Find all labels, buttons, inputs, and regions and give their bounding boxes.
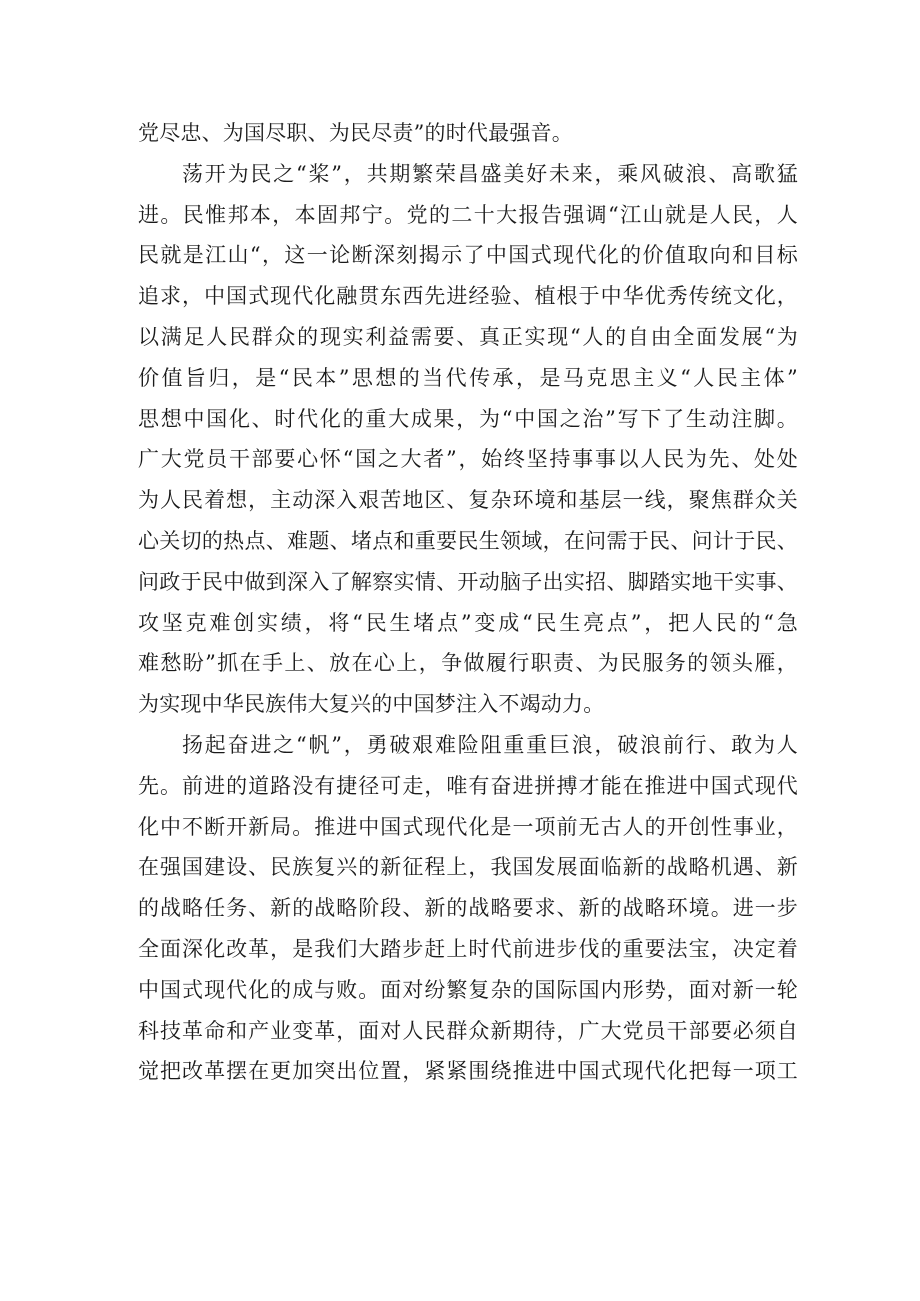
text-line: 为人民着想，主动深入艰苦地区、复杂环境和基层一线，聚焦群众关	[138, 488, 798, 513]
text-line: 觉把改革摆在更加突出位置，紧紧围绕推进中国式现代化把每一项工	[138, 1059, 798, 1084]
text-line: 思想中国化、时代化的重大成果，为“中国之治”写下了生动注脚。	[138, 406, 798, 431]
text-line: 以满足人民群众的现实利益需要、真正实现“人的自由全面发展“为	[138, 324, 798, 349]
text-line: 进。民惟邦本，本固邦宁。党的二十大报告强调“江山就是人民，人	[138, 202, 798, 227]
text-line: 价值旨归，是“民本”思想的当代传承，是马克思主义“人民主体”	[138, 365, 798, 390]
text-line: 广大党员干部要心怀“国之大者”，始终坚持事事以人民为先、处处	[138, 447, 798, 472]
text-line: 民就是江山“，这一论断深刻揭示了中国式现代化的价值取向和目标	[138, 243, 798, 268]
text-line: 难愁盼”抓在手上、放在心上，争做履行职责、为民服务的领头雁，	[138, 651, 798, 676]
text-line: 党尽忠、为国尽职、为民尽责”的时代最强音。	[138, 121, 573, 145]
paragraph-start-line: 荡开为民之“桨”，共期繁荣昌盛美好未来，乘风破浪、高歌猛	[182, 161, 798, 186]
text-line: 问政于民中做到深入了解察实情、开动脑子出实招、脚踏实地干实事、	[138, 569, 798, 594]
text-line: 全面深化改革，是我们大踏步赶上时代前进步伐的重要法宝，决定着	[138, 936, 798, 961]
text-line: 攻坚克难创实绩，将“民生堵点”变成“民生亮点”，把人民的“急	[138, 610, 798, 635]
text-line: 化中不断开新局。推进中国式现代化是一项前无古人的开创性事业，	[138, 814, 798, 839]
text-line: 心关切的热点、难题、堵点和重要民生领域，在问需于民、问计于民、	[138, 528, 798, 553]
text-line: 科技革命和产业变革，面对人民群众新期待，广大党员干部要必须自	[138, 1018, 798, 1043]
text-line: 为实现中华民族伟大复兴的中国梦注入不竭动力。	[138, 692, 605, 717]
text-line: 在强国建设、民族复兴的新征程上，我国发展面临新的战略机遇、新	[138, 855, 798, 880]
text-line: 中国式现代化的成与败。面对纷繁复杂的国际国内形势，面对新一轮	[138, 977, 798, 1002]
text-line: 的战略任务、新的战略阶段、新的战略要求、新的战略环境。进一步	[138, 896, 798, 921]
paragraph-start-line: 扬起奋进之“帆”，勇破艰难险阻重重巨浪，破浪前行、敢为人	[182, 732, 798, 757]
text-line: 追求，中国式现代化融贯东西先进经验、植根于中华优秀传统文化，	[138, 284, 798, 309]
text-line: 先。前进的道路没有捷径可走，唯有奋进拼搏才能在推进中国式现代	[138, 773, 798, 798]
body-text	[138, 113, 798, 1092]
